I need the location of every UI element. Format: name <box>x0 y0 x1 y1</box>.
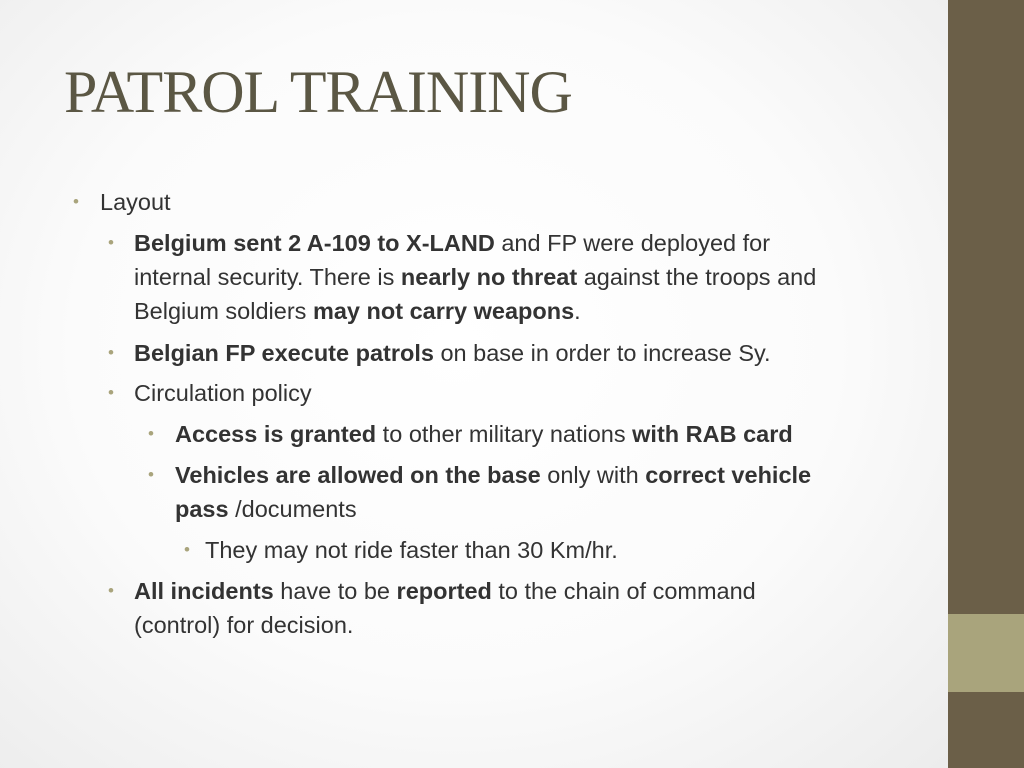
bullet-dot-icon: • <box>73 192 79 211</box>
text: and FP were deployed for <box>494 230 771 256</box>
bold-text: reported <box>396 578 492 604</box>
bold-text: All incidents <box>134 578 274 604</box>
bullet-dot-icon: • <box>108 343 114 362</box>
text: Circulation policy <box>134 380 312 406</box>
text: on base in order to increase Sy. <box>433 340 771 366</box>
bullet-dot-icon: • <box>108 383 114 402</box>
bullet-dot-icon: • <box>108 233 114 252</box>
sidebar-dark-top <box>948 0 1024 614</box>
bullet-belgium-line-2 <box>134 260 816 294</box>
bullet-belgium-line-3 <box>134 294 581 328</box>
bullet-vehicles-line-1 <box>175 458 811 492</box>
bold-text: Access is granted <box>175 421 377 447</box>
text: to other military nations <box>376 421 633 447</box>
bold-text: Vehicles are allowed on the base <box>175 462 541 488</box>
bullet-dot-icon: • <box>108 581 114 600</box>
text: Belgium soldiers <box>134 298 313 324</box>
bullet-access <box>175 417 793 451</box>
bullet-dot-icon: • <box>148 424 154 443</box>
bold-text: Belgian FP execute patrols <box>134 340 434 366</box>
bullet-layout <box>100 185 171 219</box>
text: only with <box>540 462 646 488</box>
bold-text: nearly no threat <box>400 264 578 290</box>
sidebar-accent <box>948 614 1024 692</box>
text: have to be <box>273 578 397 604</box>
bullet-layout-text: Layout <box>100 189 171 215</box>
bullet-vehicles-line-2 <box>175 492 357 526</box>
bold-text: Belgium sent 2 A-109 to X-LAND <box>134 230 495 256</box>
sidebar-dark-bottom <box>948 692 1024 768</box>
text: /documents <box>228 496 357 522</box>
bullet-circulation <box>134 376 312 410</box>
slide-title: PATROL TRAINING <box>64 59 572 125</box>
bullet-incidents-line-2 <box>134 608 353 642</box>
text: (control) for decision. <box>134 612 354 638</box>
text: to the chain of command <box>491 578 756 604</box>
bold-text: correct vehicle <box>645 462 812 488</box>
bullet-patrols <box>134 336 771 370</box>
bold-text: with RAB card <box>632 421 793 447</box>
bold-text: pass <box>175 496 229 522</box>
bullet-speed <box>205 533 618 567</box>
text: They may not ride faster than 30 Km/hr. <box>205 537 618 563</box>
text: internal security. There is <box>134 264 401 290</box>
bullet-dot-icon: • <box>184 540 190 559</box>
text: . <box>574 298 581 324</box>
text: against the troops and <box>577 264 817 290</box>
bullet-incidents-line-1 <box>134 574 756 608</box>
bullet-belgium-line-1 <box>134 226 770 260</box>
bullet-dot-icon: • <box>148 465 154 484</box>
bold-text: may not carry weapons <box>312 298 575 324</box>
